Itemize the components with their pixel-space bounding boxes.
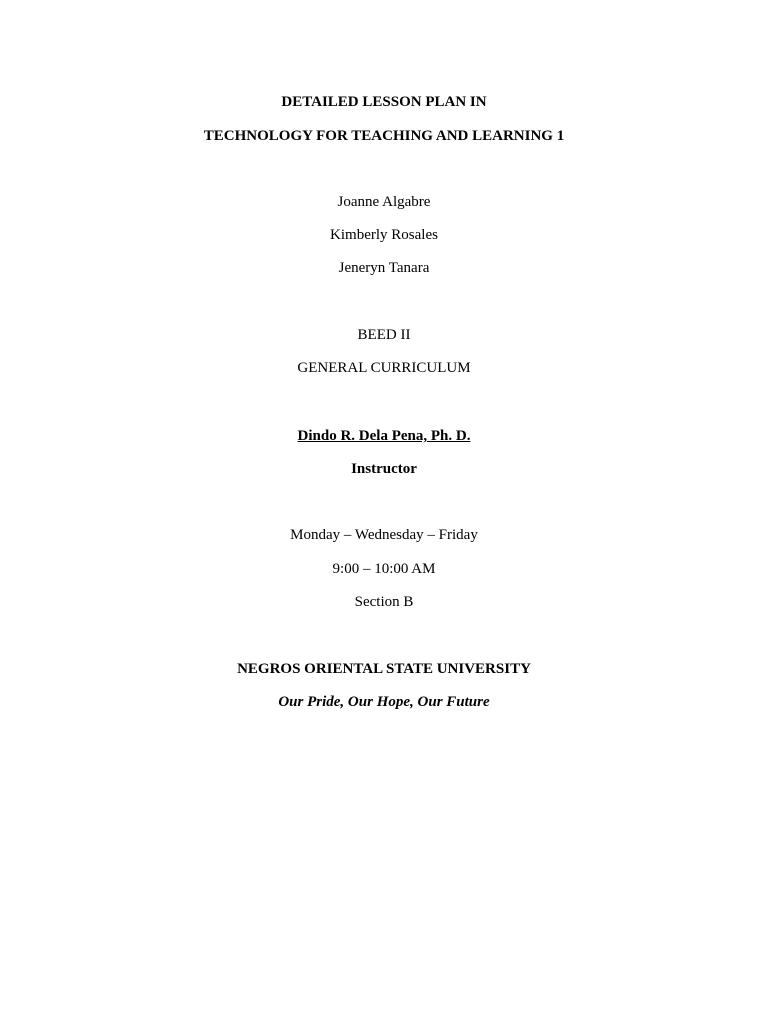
author-name: Joanne Algabre — [337, 194, 431, 210]
title-line-2: TECHNOLOGY FOR TEACHING AND LEARNING 1 — [203, 128, 565, 144]
schedule-days: Monday – Wednesday – Friday — [290, 527, 478, 543]
title-line-1: DETAILED LESSON PLAN IN — [281, 94, 487, 110]
section-label: Section B — [354, 594, 414, 610]
instructor-name: Dindo R. Dela Pena, Ph. D. — [297, 428, 471, 444]
schedule-time: 9:00 – 10:00 AM — [332, 561, 436, 577]
instructor-role: Instructor — [351, 461, 417, 477]
author-name: Kimberly Rosales — [330, 227, 438, 243]
instructor-name-row — [0, 427, 768, 445]
curriculum-label: GENERAL CURRICULUM — [297, 360, 471, 376]
university-name: NEGROS ORIENTAL STATE UNIVERSITY — [237, 661, 531, 677]
author-name: Jeneryn Tanara — [338, 260, 430, 276]
course-label: BEED II — [357, 327, 411, 343]
university-motto: Our Pride, Our Hope, Our Future — [278, 694, 490, 710]
